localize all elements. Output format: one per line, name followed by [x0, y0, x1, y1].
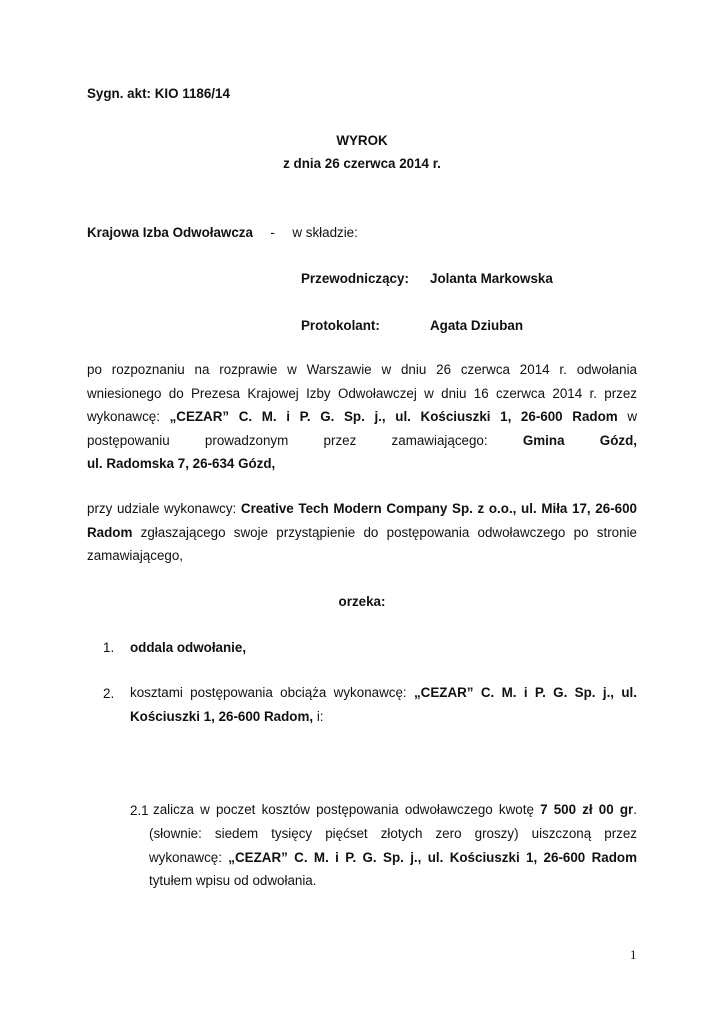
paragraph-appeal	[87, 358, 637, 476]
ruling-sub-item-number: 2.1	[130, 803, 149, 818]
paragraph-line: przy udziale wykonawcy: Creative Tech Modern Company Sp. z o.o., ul. Miła 17, 26-600	[87, 501, 637, 516]
paragraph-line: tytułem wpisu od odwołania.	[149, 873, 317, 888]
appellant-name: „CEZAR” C. M. i P. G. Sp. j., ul. Kościuszki 1, 26-600 Radom	[169, 409, 618, 424]
panel-line	[87, 225, 358, 240]
page-number: 1	[630, 947, 637, 962]
paragraph-line: zalicza w poczet kosztów postępowania odwoławczego kwotę 7 500 zł 00 gr.	[153, 802, 637, 817]
document-title: WYROK	[336, 133, 388, 148]
panel-body: Krajowa Izba Odwoławcza	[87, 225, 253, 240]
contracting-authority: Gmina Gózd,	[522, 432, 637, 448]
cost-bearer: „CEZAR” C. M. i P. G. Sp. j., ul.	[413, 685, 637, 700]
paragraph-line: Radom zgłaszającego swoje przystąpienie do postępowania odwoławczego po stronie	[87, 524, 637, 540]
paragraph-line: postępowaniu prowadzonym przez zamawiającego: Gmina Gózd,	[87, 432, 637, 448]
ruling-heading: orzeka:	[338, 594, 386, 609]
ruling-sub-item-text	[149, 822, 637, 893]
paragraph-line: Kościuszki 1, 26-600 Radom, i:	[130, 708, 324, 724]
ruling-sub-item-first-line	[153, 798, 637, 822]
paragraph-line: (słownie: siedem tysięcy pięćset złotych zero groszy) uiszczoną przez	[149, 826, 637, 841]
chair-name: Jolanta Markowska	[430, 271, 553, 286]
paragraph-intervener	[87, 497, 637, 568]
paragraph-line: kosztami postępowania obciąża wykonawcę: „CEZAR” C. M. i P. G. Sp. j., ul.	[130, 685, 637, 700]
intervener-name: Creative Tech Modern Company Sp. z o.o., ul. Miła 17, 26-600	[240, 501, 637, 516]
ruling-item-1-number: 1.	[103, 640, 115, 655]
paragraph-line: ul. Radomska 7, 26-634 Gózd,	[87, 456, 276, 471]
paragraph-line: zamawiającego,	[87, 548, 184, 563]
paragraph-line: po rozpoznaniu na rozprawie w Warszawie w dniu 26 czerwca 2014 r. odwołania	[87, 362, 637, 377]
case-signature: Sygn. akt: KIO 1186/14	[87, 86, 230, 101]
panel-separator: -	[270, 225, 275, 240]
paragraph-line: wykonawcę: „CEZAR” C. M. i P. G. Sp. j., ul. Kościuszki 1, 26-600 Radom w	[87, 409, 637, 424]
chair-label: Przewodniczący:	[301, 271, 409, 286]
ruling-item-1-text: oddala odwołanie,	[130, 640, 247, 655]
ruling-item-2-text	[130, 681, 637, 728]
fee-payer: „CEZAR” C. M. i P. G. Sp. j., ul. Kościuszki 1, 26-600 Radom	[228, 849, 637, 865]
clerk-name: Agata Dziuban	[430, 318, 523, 333]
clerk-label: Protokolant:	[301, 318, 380, 333]
panel-composition: w składzie:	[292, 225, 358, 240]
document-date: z dnia 26 czerwca 2014 r.	[283, 156, 441, 171]
paragraph-line: wniesionego do Prezesa Krajowej Izby Odwoławczej w dniu 16 czerwca 2014 r. przez	[87, 385, 637, 401]
fee-amount: 7 500 zł 00 gr	[540, 802, 634, 817]
ruling-item-2-number: 2.	[103, 686, 115, 701]
paragraph-line: wykonawcę: „CEZAR” C. M. i P. G. Sp. j., ul. Kościuszki 1, 26-600 Radom	[149, 849, 637, 865]
